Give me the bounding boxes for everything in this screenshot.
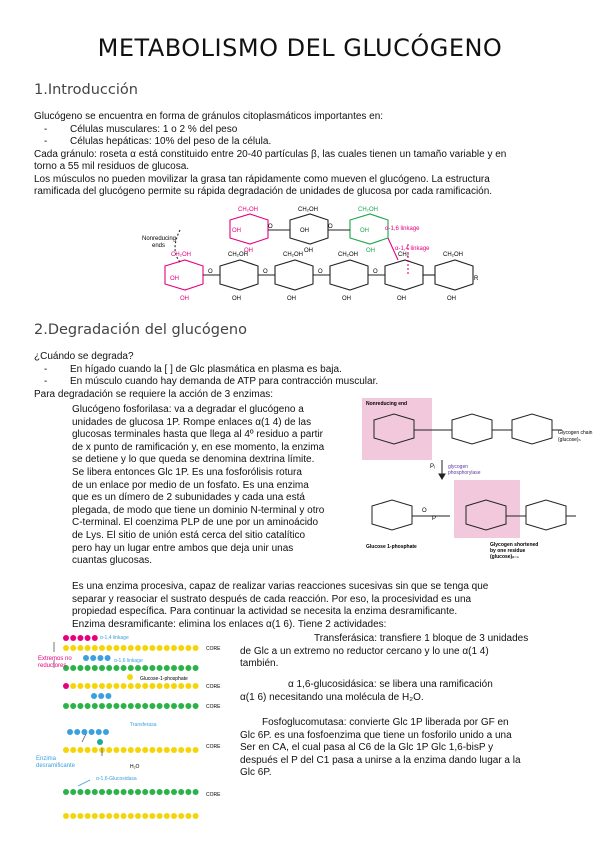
glucose-bead [97,655,103,661]
glucose-bead [135,789,141,795]
glucose-bead [135,683,141,689]
glucose-bead [113,683,119,689]
glucose-bead [128,703,134,709]
nonreducing-end-highlight [362,398,432,460]
glucose-bead [149,645,155,651]
enzima-desramificante-label: desramificante [36,763,76,769]
glucose-bead [97,739,103,745]
glycogen-chain-label: Glycogen chain [558,430,593,436]
glucose-bead [106,645,112,651]
phosphorylase-text: pero hay un lugar entre ambos que deja unir unas [72,542,294,554]
glucose-bead [142,789,148,795]
processive-text: separar y reasociar el sustrato después de cada reacción. Por eso, la procesividad es una [72,593,472,605]
glucose-bead [85,665,91,671]
phosphorylase-text: C-terminal. El coenzima PLP de une por un aminoácido [72,517,319,529]
glucose-bead [106,665,112,671]
core-label: CORE [206,646,221,652]
glucose-bead [113,703,119,709]
degradation-bullet-1: - En hígado cuando la [ ] de Glc plasmática en plasma es baja. [70,364,342,377]
glucose-bead [164,645,170,651]
glucose-1-phosphate-label: Glucose-1-phosphate [140,676,188,682]
glucose-bead [185,645,191,651]
glucose-bead [92,789,98,795]
glucose-bead [63,645,69,651]
glucose-bead [142,813,148,819]
oh-label: OH [447,296,456,302]
glucose-bead [149,747,155,753]
glucose-bead [164,813,170,819]
ch2oh-label: CH₂OH [238,207,258,213]
glucose-bead [128,789,134,795]
glucose-bead [77,703,83,709]
glucose-bead [193,683,199,689]
glucose-bead [127,674,133,680]
intro-paragraph: Los músculos no pueden movilizar la grasa tan rápidamente como mueven el glucógeno. La estructura [34,173,490,185]
glucose-bead [121,645,127,651]
glucose-bead [113,813,119,819]
intro-bullet-1: - Células musculares: 1 o 2 % del peso [70,124,237,137]
glucose-bead [193,747,199,753]
nonreducing-ends-label: ends [152,243,166,249]
glucose-bead [92,703,98,709]
glucose-bead [157,813,163,819]
glucose-bead [89,729,95,735]
glycogen-phosphorylase-label: glycogen [448,464,469,470]
glucose-bead [135,703,141,709]
glucose-bead [113,665,119,671]
intro-paragraph: ramificada del glucógeno permite su rápida degradación de unidades de glucosa por cada ramificación. [34,186,493,197]
intro-paragraph: Cada gránulo: roseta α está constituido entre 20-40 partículas β, las cuales tienen un tamaño variable y en [34,148,507,160]
extremos-no-reductores-label: reductores [38,663,67,669]
glucose-bead [149,813,155,819]
h2o-label: H₂O [130,764,140,770]
glucose-bead [113,645,119,651]
transferase-text: también. [240,658,279,670]
phosphorylase-text: de x punto de ramificación y, en ese momento, la enzima [72,441,325,453]
extremos-no-reductores-label: Extremos no [38,656,72,662]
glucose-bead [135,813,141,819]
glucose-bead [135,665,141,671]
glucose-bead [164,789,170,795]
glucose-bead [193,789,199,795]
glucose-bead [142,645,148,651]
phosphorylase-text: de un enlace por medio de un fosfato. Es una enzima [72,479,309,491]
pi-label: Pᵢ [430,464,435,470]
glucose-bead [121,813,127,819]
glycogen-phosphorylase-label: phosphorylase [448,470,481,476]
glucose-bead [157,747,163,753]
core-label: CORE [206,792,221,798]
glucosidase-text: α(1 6) necesitando una molécula de H₂O. [240,691,424,703]
glucose-bead [171,703,177,709]
glucose-bead [178,645,184,651]
alpha-16-linkage-label: α-1,6 linkage [385,226,420,232]
phosphorylase-text: cuantas glucosas. [72,555,153,567]
glucose-bead [85,703,91,709]
glucose-bead [142,747,148,753]
alpha-14-link-label: α-1,4 linkage [100,635,129,641]
glucose-bead [85,789,91,795]
glucose-bead [164,683,170,689]
glucose-bead [63,747,69,753]
glucose-bead [98,693,104,699]
ch2oh-label: CH₂OH [171,252,191,258]
glucose-bead [171,645,177,651]
phosphoglucomutase-text: Glc 6P. [240,767,272,779]
glucose-bead [178,665,184,671]
glucose-bead [106,813,112,819]
phosphorylase-text: unidades de glucosa 1P. Rompe enlaces α(1 4) de las [72,416,312,428]
transferase-label: Transferasa [130,722,157,728]
glycogen-structure-figure [140,200,480,308]
glucose-bead [178,813,184,819]
glucose-bead [70,747,76,753]
o-label: O [263,269,268,275]
glucose-bead [142,665,148,671]
glucose-bead [77,645,83,651]
glucose-bead [193,703,199,709]
glucose-bead [128,683,134,689]
phosphoglucomutase-text: Fosfoglucomutasa: convierte Glc 1P liberada por GF en [262,717,509,728]
ch2oh-label: CH₂OH [358,207,378,213]
glucose-bead [63,813,69,819]
degradation-bullet-2: - En músculo cuando hay demanda de ATP para contracción muscular. [70,376,378,389]
alpha-14-linkage-label: α-1,4 linkage [395,246,430,252]
debranching-figure [30,630,240,820]
degradation-question: ¿Cuándo se degrada? [34,351,134,362]
glucose-bead [171,789,177,795]
glucose-ring [220,260,258,290]
phosphorylase-text: de Lys. El sitio de unión está cerca del sitio catalítico [72,530,306,541]
glucose-bead [171,813,177,819]
glucose-bead [92,635,98,641]
glucose-bead [128,813,134,819]
glucose-bead [103,729,109,735]
glucose-bead [171,665,177,671]
oh-label: OH [170,276,179,282]
core-label: CORE [206,744,221,750]
oh-label: OH [342,296,351,302]
glucose-bead [164,747,170,753]
glycogen-shortened-label: Glycogen shortened [490,542,539,548]
glucose-bead [92,683,98,689]
glucose-bead [178,683,184,689]
glucose-bead [77,635,83,641]
glucose-bead [149,703,155,709]
glucose-bead [63,635,69,641]
glycogen-shortened-label: (glucose)ₙ₋₁ [490,554,519,560]
glucose-bead [121,665,127,671]
glucose-bead [105,655,111,661]
glucose-bead [164,703,170,709]
glucose-bead [70,645,76,651]
glucose-bead [90,655,96,661]
glucose-bead [157,703,163,709]
glucose-ring-green [350,214,388,244]
glycogen-shortened-label: by one residue [490,548,526,554]
glucose-bead [99,813,105,819]
glucose-bead [85,683,91,689]
phosphoglucomutase-text: Ser en CA, el cual pasa al C6 de la Glc 1P Glc 1,6-bisP y [240,742,494,754]
glucose-bead [193,645,199,651]
glucose-bead [85,747,91,753]
glucose-ring [275,260,313,290]
glucose-bead [70,635,76,641]
debranching-text: Enzima desramificante: elimina los enlaces α(1 6). Tiene 2 actividades: [72,618,387,630]
glucose-bead [99,683,105,689]
glucose-bead [185,665,191,671]
glucose-ring [330,260,368,290]
o-label: O [373,269,378,275]
o-label: O [328,224,333,230]
glucose-bead [193,665,199,671]
glucose-bead [157,789,163,795]
glucose-bead [106,789,112,795]
page-title: METABOLISMO DEL GLUCÓGENO [97,34,503,62]
glucose-ring [512,414,552,444]
glucose-bead [99,703,105,709]
enzima-desramificante-label: Enzima [36,756,57,762]
glucose-bead [178,789,184,795]
glycogen-chain-sub-label: (glucose)ₙ [558,437,581,443]
glucose-bead [128,665,134,671]
glucose-bead [77,683,83,689]
glucose-bead [85,645,91,651]
ch2oh-label: CH₂OH [228,252,248,258]
glucose-bead [142,683,148,689]
glucose-bead [81,729,87,735]
glucose-bead [106,703,112,709]
glucose-bead [70,789,76,795]
oh-label: OH [232,228,241,234]
oh-label: OH [287,296,296,302]
transferase-text: Transferásica: transfiere 1 bloque de 3 unidades [314,633,529,644]
glucose-bead [135,747,141,753]
glucose-bead [85,813,91,819]
transferase-text: de Glc a un extremo no reductor cercano y lo une α(1 4) [240,645,489,657]
oh-label: OH [244,248,253,254]
glucose-bead [99,665,105,671]
glucose-bead [105,693,111,699]
ch2-label: CH₂ [398,252,409,258]
glucose-ring [435,260,473,290]
glucose-bead [185,789,191,795]
glucose-bead [92,813,98,819]
glucose-bead [70,683,76,689]
glucose-bead [67,729,73,735]
glucose-bead [99,645,105,651]
oh-label: OH [397,296,406,302]
oh-label: OH [232,296,241,302]
phosphorylase-text: Se libera entonces Glc 1P. Es una fosforólisis rotura [72,467,302,478]
glucose-bead [77,813,83,819]
phosphorylase-text: Glucógeno fosforilasa: va a degradar el glucógeno a [72,404,304,415]
glucose-bead [96,729,102,735]
glucose-bead [171,683,177,689]
oh-label: OH [180,296,189,302]
glucose-bead [128,747,134,753]
phosphate-o-label: O [422,508,427,514]
glucose-bead [121,789,127,795]
glucose-bead [171,747,177,753]
enzymes-intro: Para degradación se requiere la acción de 3 enzimas: [34,388,274,400]
glucose-bead [149,665,155,671]
nonreducing-ends-label: Nonreducing [142,236,177,242]
glucose-bead [99,789,105,795]
glucose-bead [106,683,112,689]
processive-text: propiedad específica. Para continuar la actividad se necesita la enzima desramificante. [72,606,458,618]
glucose-bead [63,789,69,795]
glucose-bead [185,683,191,689]
glucose-bead [91,693,97,699]
glucose-ring-pink [165,260,203,290]
intro-bullet-2: - Células hepáticas: 10% del peso de la célula. [70,136,271,149]
glucose-bead [70,665,76,671]
glucose-ring [385,260,423,290]
glucose-ring [452,414,492,444]
phosphorylase-text: glucosas terminales hasta que llega al 4º residuo a partir [72,429,324,441]
glucose-bead [149,789,155,795]
phosphorylase-text: que es un dímero de 2 subunidades y cada una está [72,492,305,504]
glucose-bead [63,683,69,689]
glucose-bead [157,665,163,671]
glucose-bead [113,747,119,753]
glucose-bead [77,789,83,795]
glucose-bead [178,747,184,753]
glucose-bead [121,683,127,689]
oh-label: OH [360,228,369,234]
glucose-bead [77,747,83,753]
glucose-bead [142,703,148,709]
ch2oh-label: CH₂OH [283,252,303,258]
oh-label: OH [304,248,313,254]
oh-label: OH [300,228,309,234]
glucose-bead [185,703,191,709]
glucose-bead [185,747,191,753]
phosphorylase-figure [362,398,594,574]
phosphate-p-label: P [432,516,437,522]
glucose-bead [135,645,141,651]
glucose-bead [70,813,76,819]
core-label: CORE [206,704,221,710]
glucose-bead [193,813,199,819]
phosphoglucomutase-text: Glc 6P. es una fosfoenzima que tiene un fosforilo unido a una [240,729,512,741]
glucose-bead [185,813,191,819]
glucose-ring [290,214,328,244]
oh-label: OH [366,248,375,254]
o-label: O [208,269,213,275]
glucose-bead [92,747,98,753]
glucosidase-text: α 1,6-glucosidásica: se libera una ramificación [288,679,493,690]
glucose-bead [77,665,83,671]
core-label: CORE [206,684,221,690]
glucose-bead [83,655,89,661]
ch2oh-label: CH₂OH [298,207,318,213]
glucose-bead [157,683,163,689]
glucose-bead [157,645,163,651]
glucose-bead [149,683,155,689]
o-label: O [268,224,273,230]
phosphoglucomutase-text: después el P del C1 pasa a unirse a la enzima dando lugar a la [240,754,521,766]
ch2oh-label: CH₂OH [338,252,358,258]
glucose-bead [128,645,134,651]
glucose-ring [372,500,412,530]
glucose-bead [74,729,80,735]
phosphorylase-text: plegada, de modo que tiene un dominio N-terminal y otro [72,504,325,516]
glucose-ring [526,500,566,530]
intro-paragraph: torno a 55 mil residuos de glucosa. [34,161,190,172]
glucose-bead [63,703,69,709]
r-label: R [474,276,479,282]
glucose-bead [113,789,119,795]
glucose-bead [121,747,127,753]
section-heading-intro: 1.Introducción [34,82,138,98]
glucose-1-phosphate-label: Glucose 1-phosphate [366,544,417,550]
ch2oh-label: CH₂OH [443,252,463,258]
glucose-bead [178,703,184,709]
o-label: O [318,269,323,275]
alpha-16-link-label: α-1,6 linkage [114,658,143,664]
glucose-bead [164,665,170,671]
phosphorylase-text: se detiene y lo que queda se denomina dextrina límite. [72,454,315,466]
glucosidase-label: α-1,6-Glucosidasa [96,776,137,782]
glucose-bead [85,635,91,641]
section-heading-degradation: 2.Degradación del glucógeno [34,322,247,338]
intro-lead: Glucógeno se encuentra en forma de gránulos citoplasmáticos importantes en: [34,111,384,122]
glucose-bead [121,703,127,709]
glucose-bead [106,747,112,753]
glucose-bead [92,645,98,651]
nonreducing-end-label: Nonreducing end [366,401,408,407]
glucose-bead [70,703,76,709]
glucose-bead [92,665,98,671]
processive-text: Es una enzima procesiva, capaz de realizar varias reacciones sucesivas sin que se tenga que [72,581,489,592]
